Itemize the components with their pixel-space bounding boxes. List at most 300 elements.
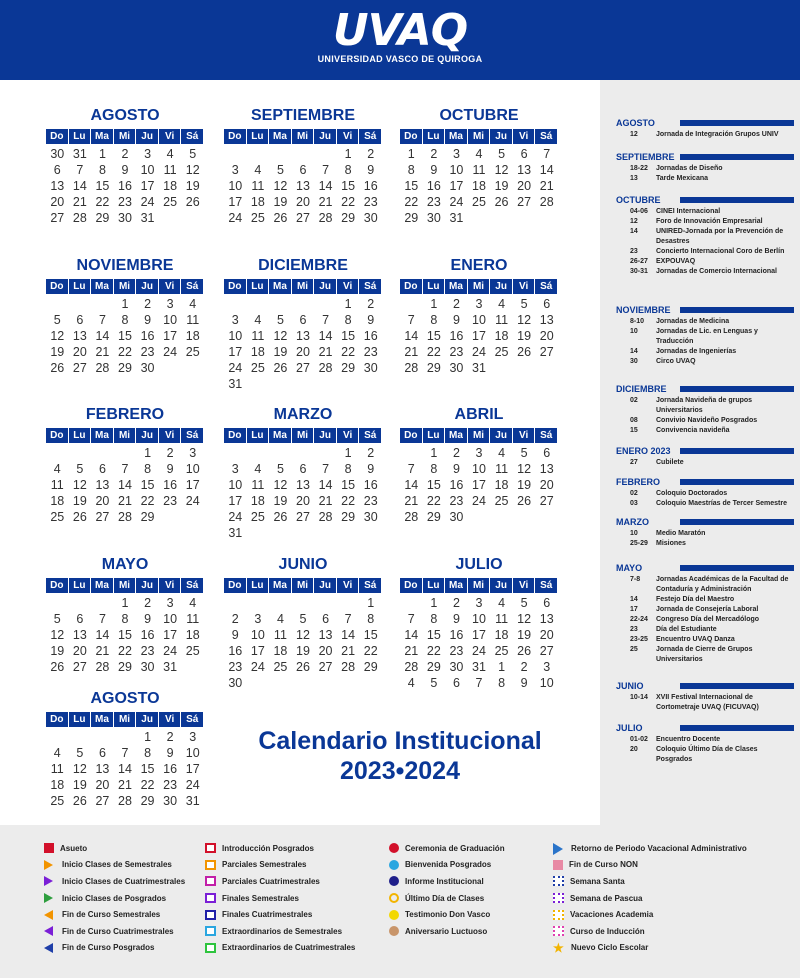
weekday-label: Ma bbox=[269, 279, 291, 294]
sidebar-month-heading bbox=[616, 475, 794, 489]
day-cell bbox=[46, 595, 69, 611]
day-cell: 10 bbox=[163, 313, 178, 327]
day-cell: 11 bbox=[251, 179, 265, 193]
sidebar-month-group bbox=[616, 150, 794, 184]
day-cell: 27 bbox=[296, 211, 310, 225]
sidebar-event-text: EXPOUVAQ bbox=[656, 258, 696, 265]
day-cell: 16 bbox=[140, 329, 155, 343]
day-cell: 5 bbox=[53, 612, 61, 626]
day-cell: 28 bbox=[539, 195, 554, 209]
day-cell: 10 bbox=[228, 478, 243, 492]
sidebar-event-date: 26-27 bbox=[630, 258, 648, 265]
day-cell: 4 bbox=[407, 676, 415, 690]
sidebar-month-group bbox=[616, 721, 794, 765]
legend-item bbox=[553, 857, 747, 874]
day-cell: 17 bbox=[250, 644, 265, 658]
day-cell bbox=[224, 296, 247, 312]
day-cell: 3 bbox=[144, 147, 152, 161]
sidebar-event bbox=[616, 130, 794, 140]
day-cell: 4 bbox=[475, 147, 483, 161]
legend-label: Extraordinarios de Semestrales bbox=[222, 926, 343, 936]
day-cell bbox=[269, 296, 292, 312]
day-cell: 20 bbox=[95, 494, 110, 508]
arrow-right-icon bbox=[44, 860, 56, 870]
calendar-septiembre bbox=[224, 105, 382, 226]
calendar-noviembre bbox=[46, 255, 204, 376]
day-cell: 16 bbox=[228, 644, 243, 658]
day-cell: 15 bbox=[118, 628, 132, 642]
sidebar-month-bar bbox=[680, 154, 794, 160]
day-cell: 18 bbox=[50, 778, 65, 792]
sidebar-month-bar bbox=[680, 725, 794, 731]
sidebar-month-heading bbox=[616, 382, 794, 396]
day-cell: 20 bbox=[50, 195, 65, 209]
sidebar-month-group bbox=[616, 116, 794, 140]
sidebar-event bbox=[616, 396, 794, 416]
day-cell: 24 bbox=[163, 345, 178, 359]
legend-label: Asueto bbox=[60, 843, 88, 853]
day-cell: 14 bbox=[318, 179, 333, 193]
day-cell: 4 bbox=[166, 147, 174, 161]
day-cell: 7 bbox=[121, 462, 129, 476]
weekday-label: Sá bbox=[181, 279, 203, 294]
day-cell: 10 bbox=[140, 163, 155, 177]
weekday-header bbox=[400, 279, 558, 294]
day-cell: 9 bbox=[166, 746, 174, 760]
day-cell: 2 bbox=[166, 446, 174, 460]
day-cell bbox=[269, 146, 292, 162]
day-cell: 13 bbox=[296, 329, 310, 343]
sidebar-event-text: Medio Maratón bbox=[656, 530, 706, 537]
day-cell bbox=[247, 146, 270, 162]
day-cell: 12 bbox=[517, 313, 532, 327]
day-cell: 25 bbox=[185, 345, 200, 359]
sidebar-event bbox=[616, 416, 794, 426]
day-cell: 6 bbox=[299, 462, 307, 476]
weekday-label: Sá bbox=[181, 712, 203, 727]
outline-box-icon bbox=[205, 893, 216, 903]
day-cell: 28 bbox=[404, 510, 419, 524]
weekday-label: Vi bbox=[337, 129, 359, 144]
weekday-label: Vi bbox=[159, 578, 181, 593]
day-cell: 6 bbox=[543, 297, 551, 311]
day-cell: 26 bbox=[72, 510, 87, 524]
weekday-label: Mi bbox=[292, 279, 314, 294]
sidebar-event-text: Tarde Mexicana bbox=[656, 175, 709, 182]
day-cell: 22 bbox=[426, 345, 441, 359]
sidebar-event-text: Concierto Internacional Coro de Berlín bbox=[656, 248, 785, 255]
day-cell: 6 bbox=[76, 313, 84, 327]
weekday-label: Ju bbox=[136, 428, 158, 443]
sidebar-month-group bbox=[616, 679, 794, 713]
day-cell: 19 bbox=[273, 345, 288, 359]
weekday-label: Sá bbox=[181, 129, 203, 144]
day-cell: 30 bbox=[449, 660, 464, 674]
day-cell: 29 bbox=[118, 361, 132, 375]
sidebar-month-bar bbox=[680, 307, 794, 313]
legend-item bbox=[205, 940, 355, 957]
day-cell: 11 bbox=[186, 612, 200, 626]
day-cell: 4 bbox=[276, 612, 284, 626]
day-grid bbox=[46, 729, 204, 809]
day-cell: 17 bbox=[163, 628, 178, 642]
day-cell: 2 bbox=[231, 612, 239, 626]
weekday-label: Ju bbox=[314, 129, 336, 144]
day-cell: 3 bbox=[475, 596, 483, 610]
day-cell: 5 bbox=[430, 676, 438, 690]
day-cell: 15 bbox=[140, 478, 155, 492]
day-cell bbox=[91, 729, 114, 745]
day-cell: 4 bbox=[53, 462, 61, 476]
weekday-label: Ma bbox=[91, 578, 113, 593]
sidebar-event-text: Jornadas de Lic. en Lenguas y Traducción bbox=[656, 328, 758, 345]
sidebar-month-bar bbox=[680, 683, 794, 689]
day-cell: 9 bbox=[144, 612, 152, 626]
day-cell: 15 bbox=[341, 329, 356, 343]
legend-label: Fin de Curso NON bbox=[569, 860, 638, 870]
day-cell: 9 bbox=[367, 313, 375, 327]
day-cell: 6 bbox=[543, 446, 551, 460]
weekday-label: Do bbox=[400, 129, 422, 144]
weekday-label: Mi bbox=[114, 578, 136, 593]
day-cell: 9 bbox=[121, 163, 129, 177]
day-cell: 29 bbox=[341, 510, 356, 524]
weekday-label: Ju bbox=[490, 578, 512, 593]
day-cell: 23 bbox=[140, 345, 155, 359]
day-cell: 11 bbox=[495, 612, 509, 626]
legend-item bbox=[553, 940, 747, 957]
day-cell: 2 bbox=[121, 147, 129, 161]
day-cell: 25 bbox=[163, 195, 178, 209]
day-cell: 12 bbox=[72, 478, 87, 492]
day-cell: 1 bbox=[121, 297, 129, 311]
legend-label: Fin de Curso Cuatrimestrales bbox=[62, 926, 174, 936]
weekday-label: Sá bbox=[181, 428, 203, 443]
calendar-agosto-2023 bbox=[46, 105, 204, 226]
weekday-label: Vi bbox=[513, 578, 535, 593]
legend-item bbox=[205, 840, 355, 857]
day-cell: 13 bbox=[50, 179, 65, 193]
day-cell: 3 bbox=[166, 596, 174, 610]
day-cell: 15 bbox=[363, 628, 378, 642]
day-cell: 28 bbox=[95, 361, 110, 375]
day-cell: 11 bbox=[251, 478, 265, 492]
day-cell: 19 bbox=[72, 778, 87, 792]
day-cell: 8 bbox=[344, 462, 352, 476]
day-cell: 11 bbox=[50, 478, 64, 492]
calendar-month-title: JULIO bbox=[455, 556, 503, 573]
day-cell: 19 bbox=[72, 494, 87, 508]
day-grid bbox=[400, 595, 558, 691]
day-cell: 17 bbox=[228, 494, 243, 508]
day-cell: 19 bbox=[185, 179, 200, 193]
day-cell: 3 bbox=[166, 297, 174, 311]
legend-item bbox=[389, 873, 505, 890]
day-cell bbox=[91, 296, 114, 312]
day-cell: 16 bbox=[449, 478, 464, 492]
sidebar-event-date: 17 bbox=[630, 606, 638, 613]
day-cell: 10 bbox=[472, 313, 486, 327]
circle-icon bbox=[389, 843, 399, 853]
weekday-label: Vi bbox=[513, 129, 535, 144]
day-cell: 6 bbox=[76, 612, 84, 626]
weekday-label: Mi bbox=[292, 578, 314, 593]
weekday-label: Ju bbox=[314, 428, 336, 443]
day-cell: 29 bbox=[404, 211, 419, 225]
day-cell: 31 bbox=[472, 660, 486, 674]
day-cell bbox=[247, 595, 270, 611]
day-cell: 15 bbox=[404, 179, 419, 193]
sidebar-event bbox=[616, 489, 794, 499]
day-cell: 15 bbox=[341, 179, 356, 193]
arrow-right-icon bbox=[44, 876, 56, 886]
legend-item bbox=[389, 840, 505, 857]
day-cell: 8 bbox=[344, 313, 352, 327]
day-cell: 23 bbox=[363, 195, 378, 209]
day-cell: 3 bbox=[543, 660, 551, 674]
sidebar-event-date: 02 bbox=[630, 397, 638, 404]
weekday-label: Mi bbox=[468, 279, 490, 294]
day-cell: 19 bbox=[50, 345, 65, 359]
legend-label: Introducción Posgrados bbox=[222, 843, 315, 853]
sidebar-event bbox=[616, 327, 794, 347]
circle-icon bbox=[389, 860, 399, 870]
day-cell: 29 bbox=[341, 211, 356, 225]
sidebar-event-text: UNIRED-Jornada por la Prevención de Desastres bbox=[656, 228, 784, 245]
arrow-right-shape bbox=[44, 893, 53, 903]
day-cell: 19 bbox=[517, 478, 532, 492]
sidebar-event-date: 14 bbox=[630, 228, 638, 235]
day-cell: 14 bbox=[539, 163, 554, 177]
day-cell: 21 bbox=[341, 644, 356, 658]
day-cell: 1 bbox=[344, 297, 352, 311]
day-cell bbox=[314, 595, 337, 611]
day-cell: 8 bbox=[121, 612, 129, 626]
day-cell: 5 bbox=[76, 462, 84, 476]
sidebar-event bbox=[616, 539, 794, 549]
dotted-box-icon bbox=[553, 910, 564, 920]
sidebar-event-date: 18-22 bbox=[630, 165, 648, 172]
day-cell bbox=[400, 595, 423, 611]
day-cell: 7 bbox=[98, 313, 106, 327]
day-cell: 26 bbox=[517, 644, 532, 658]
legend-item bbox=[389, 890, 505, 907]
weekday-label: Do bbox=[46, 578, 68, 593]
day-cell: 18 bbox=[50, 494, 65, 508]
day-cell: 14 bbox=[404, 628, 419, 642]
calendar-month-title: ABRIL bbox=[454, 406, 504, 423]
legend-label: Curso de Inducción bbox=[570, 926, 645, 936]
day-cell: 16 bbox=[363, 179, 378, 193]
legend-label: Finales Cuatrimestrales bbox=[222, 910, 313, 920]
day-cell bbox=[269, 595, 292, 611]
day-cell: 14 bbox=[118, 762, 132, 776]
day-cell: 29 bbox=[95, 211, 110, 225]
day-cell: 22 bbox=[341, 494, 356, 508]
day-cell: 26 bbox=[517, 345, 532, 359]
sidebar-event-text: Convivencia navideña bbox=[656, 427, 730, 434]
sidebar-event-date: 12 bbox=[630, 131, 638, 138]
day-cell: 6 bbox=[322, 612, 330, 626]
day-cell: 24 bbox=[228, 510, 243, 524]
weekday-label: Sá bbox=[359, 578, 381, 593]
outline-box-icon bbox=[205, 926, 216, 936]
legend-item bbox=[205, 890, 355, 907]
sidebar-event-date: 08 bbox=[630, 417, 638, 424]
day-cell: 19 bbox=[296, 644, 310, 658]
sidebar-event bbox=[616, 575, 794, 595]
day-cell: 28 bbox=[95, 660, 110, 674]
day-cell: 11 bbox=[50, 762, 64, 776]
day-cell: 2 bbox=[166, 730, 174, 744]
day-cell: 21 bbox=[539, 179, 554, 193]
weekday-label: Ju bbox=[314, 279, 336, 294]
day-cell: 12 bbox=[273, 329, 288, 343]
day-cell: 18 bbox=[494, 628, 509, 642]
sidebar-event-text: Jornadas de Medicina bbox=[656, 318, 730, 325]
day-cell: 9 bbox=[367, 462, 375, 476]
day-cell: 8 bbox=[144, 746, 152, 760]
day-cell bbox=[400, 296, 423, 312]
sidebar-month-group bbox=[616, 561, 794, 665]
arrow-left-icon bbox=[44, 926, 56, 936]
day-cell: 5 bbox=[276, 313, 284, 327]
day-cell: 27 bbox=[539, 494, 554, 508]
sidebar-month-heading bbox=[616, 515, 794, 529]
sidebar-event bbox=[616, 164, 794, 174]
day-cell: 19 bbox=[273, 494, 288, 508]
sidebar-event bbox=[616, 625, 794, 635]
day-cell: 22 bbox=[363, 644, 378, 658]
day-cell: 2 bbox=[452, 297, 460, 311]
legend-label: Semana de Pascua bbox=[570, 893, 643, 903]
day-cell: 6 bbox=[520, 147, 528, 161]
weekday-label: Do bbox=[400, 578, 422, 593]
legend-item bbox=[205, 857, 355, 874]
day-cell: 13 bbox=[539, 313, 554, 327]
day-cell: 30 bbox=[140, 660, 155, 674]
sidebar-event bbox=[616, 347, 794, 357]
day-cell: 12 bbox=[494, 163, 509, 177]
day-grid bbox=[224, 296, 382, 392]
weekday-label: Vi bbox=[513, 279, 535, 294]
weekday-label: Do bbox=[224, 279, 246, 294]
sidebar-event-text: Jornada de Consejería Laboral bbox=[656, 606, 759, 613]
day-cell: 10 bbox=[472, 612, 486, 626]
day-cell: 1 bbox=[430, 297, 438, 311]
day-cell: 23 bbox=[163, 778, 178, 792]
day-cell: 1 bbox=[121, 596, 129, 610]
day-cell: 24 bbox=[228, 361, 243, 375]
sidebar-event-text: Circo UVAQ bbox=[656, 358, 696, 365]
day-cell: 24 bbox=[185, 494, 200, 508]
sidebar-event-date: 23 bbox=[630, 248, 638, 255]
weekday-label: Sá bbox=[359, 279, 381, 294]
sidebar-event bbox=[616, 499, 794, 509]
day-cell: 22 bbox=[118, 644, 132, 658]
day-cell: 22 bbox=[140, 494, 155, 508]
day-cell: 12 bbox=[50, 329, 65, 343]
logo-text: UVAQ bbox=[332, 5, 468, 56]
day-cell: 20 bbox=[318, 644, 333, 658]
day-cell: 30 bbox=[426, 211, 441, 225]
day-grid bbox=[46, 296, 204, 376]
day-cell: 31 bbox=[140, 211, 155, 225]
day-cell: 26 bbox=[72, 794, 87, 808]
weekday-header bbox=[224, 279, 382, 294]
weekday-label: Mi bbox=[468, 578, 490, 593]
day-cell: 5 bbox=[520, 297, 528, 311]
sidebar-event bbox=[616, 227, 794, 247]
day-cell: 7 bbox=[322, 462, 330, 476]
legend-item bbox=[44, 906, 185, 923]
calendar-month-title: MARZO bbox=[273, 406, 333, 423]
weekday-label: Lu bbox=[69, 578, 91, 593]
day-cell: 5 bbox=[276, 462, 284, 476]
weekday-label: Ma bbox=[91, 428, 113, 443]
day-cell: 13 bbox=[95, 478, 110, 492]
day-cell: 22 bbox=[341, 195, 356, 209]
day-cell: 23 bbox=[426, 195, 441, 209]
sidebar-event-text: Encuentro Docente bbox=[656, 736, 721, 743]
day-cell: 20 bbox=[72, 644, 87, 658]
day-cell: 19 bbox=[494, 179, 509, 193]
day-cell: 31 bbox=[185, 794, 200, 808]
day-cell: 13 bbox=[539, 462, 554, 476]
day-cell: 16 bbox=[449, 628, 464, 642]
day-cell: 27 bbox=[296, 510, 310, 524]
day-cell: 2 bbox=[430, 147, 438, 161]
day-cell: 21 bbox=[318, 494, 333, 508]
sidebar-event-text: Día del Estudiante bbox=[656, 626, 717, 633]
day-cell: 28 bbox=[318, 211, 333, 225]
day-cell: 24 bbox=[472, 494, 486, 508]
sidebar-event-date: 25-29 bbox=[630, 540, 648, 547]
sidebar-event-date: 30 bbox=[630, 358, 638, 365]
day-cell: 28 bbox=[118, 794, 132, 808]
weekday-label: Vi bbox=[337, 279, 359, 294]
day-cell bbox=[314, 146, 337, 162]
day-cell bbox=[46, 296, 69, 312]
day-cell: 26 bbox=[50, 660, 65, 674]
day-cell: 6 bbox=[98, 746, 106, 760]
day-cell: 4 bbox=[498, 596, 506, 610]
sidebar-month-bar bbox=[680, 519, 794, 525]
legend-column bbox=[44, 840, 185, 956]
day-cell: 9 bbox=[144, 313, 152, 327]
weekday-label: Mi bbox=[468, 428, 490, 443]
legend-label: Aniversario Luctuoso bbox=[405, 926, 488, 936]
day-cell: 25 bbox=[250, 211, 265, 225]
day-cell bbox=[337, 595, 360, 611]
day-cell: 16 bbox=[163, 478, 178, 492]
day-cell bbox=[224, 146, 247, 162]
day-cell: 30 bbox=[118, 211, 132, 225]
sidebar-month-group bbox=[616, 515, 794, 549]
sidebar-month-label: SEPTIEMBRE bbox=[616, 152, 675, 162]
weekday-label: Lu bbox=[423, 129, 445, 144]
day-cell: 26 bbox=[273, 211, 288, 225]
day-cell: 3 bbox=[231, 313, 239, 327]
day-cell: 12 bbox=[517, 612, 532, 626]
day-cell: 30 bbox=[140, 361, 155, 375]
day-cell: 25 bbox=[250, 510, 265, 524]
day-cell: 7 bbox=[407, 612, 415, 626]
legend-label: Testimonio Don Vasco bbox=[405, 910, 491, 920]
sidebar-event-date: 25 bbox=[630, 646, 638, 653]
day-cell: 14 bbox=[95, 628, 110, 642]
legend-label: Ceremonia de Graduación bbox=[405, 843, 505, 853]
